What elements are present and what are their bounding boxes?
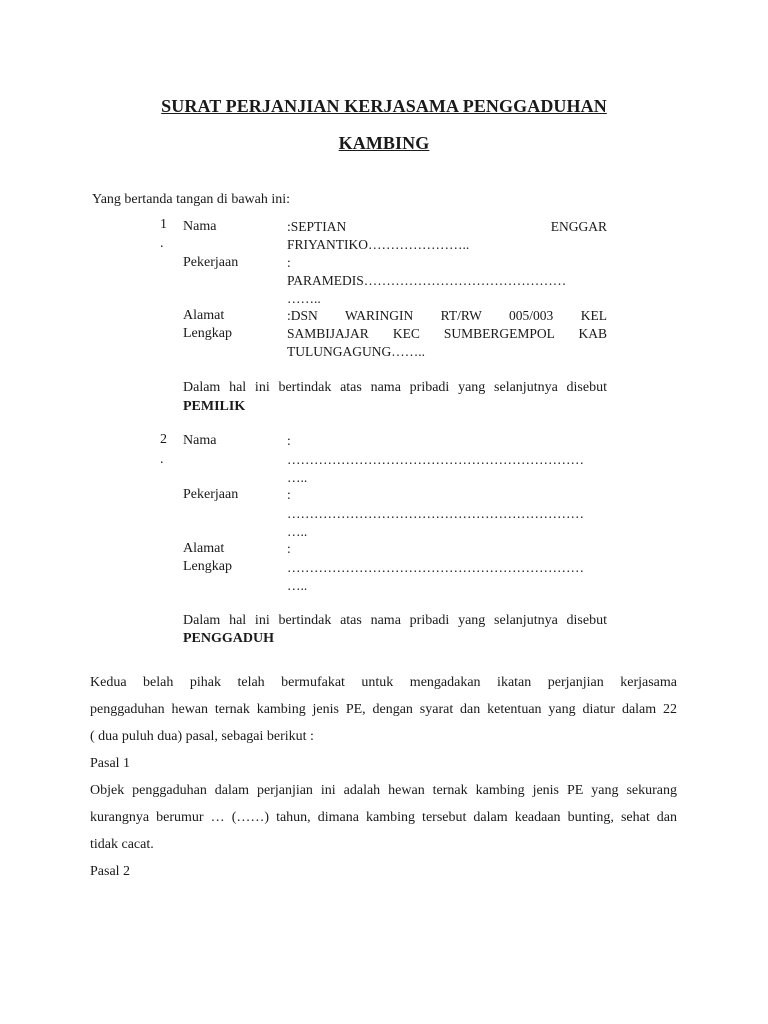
party2-pekerjaan-label: Pekerjaan [183, 487, 239, 502]
agreement-paragraph-line1: Kedua belah pihak telah bermufakat untuk mengadakan ikatan perjanjian kerjasama [90, 675, 677, 690]
party2-nama-dots-line1: ………………………………………………………… [287, 452, 584, 467]
party1-pekerjaan-label: Pekerjaan [183, 255, 239, 270]
party2-statement: Dalam hal ini bertindak atas nama pribadi yang selanjutnya disebut [183, 613, 607, 628]
party1-statement: Dalam hal ini bertindak atas nama pribadi yang selanjutnya disebut [183, 380, 607, 395]
party1-pekerjaan-value-line2: …….. [287, 291, 321, 306]
party2-alamat-dots-line2: ….. [287, 578, 308, 593]
party2-number-dot: . [160, 452, 164, 467]
party1-alamat-value-line2: SAMBIJAJAR KEC SUMBERGEMPOL KAB [287, 326, 607, 341]
agreement-paragraph [90, 669, 677, 885]
party2-alamat-colon: : [287, 541, 291, 556]
party2-number: 2 [160, 432, 167, 447]
party1-number-dot: . [160, 236, 164, 251]
pasal-1-line3: tidak cacat. [90, 837, 154, 852]
party1-nama-value-line1 [287, 218, 607, 236]
pasal-1-heading: Pasal 1 [90, 756, 131, 771]
party2-nama-dots-line2: ….. [287, 470, 308, 485]
party1-pekerjaan-value-line1: PARAMEDIS……………………………………… [287, 273, 567, 288]
party1-role: PEMILIK [183, 399, 246, 414]
party2-pekerjaan-dots-line2: ….. [287, 524, 308, 539]
party1-nama-value-b: ENGGAR [550, 219, 607, 234]
party1-pekerjaan-colon: : [287, 255, 291, 270]
party1-nama-label: Nama [183, 219, 217, 234]
party2-alamat-label-1: Alamat [183, 541, 225, 556]
party1-nama-value-line2: FRIYANTIKO………………….. [287, 237, 470, 252]
party1-alamat-label-1: Alamat [183, 308, 225, 323]
party1-alamat-value-line1: :DSN WARINGIN RT/RW 005/003 KEL [287, 308, 607, 323]
intro-text: Yang bertanda tangan di bawah ini: [92, 192, 291, 207]
party2-nama-label: Nama [183, 433, 217, 448]
party1-alamat-value-line3: TULUNGAGUNG…….. [287, 344, 425, 359]
party2-role: PENGGADUH [183, 631, 274, 646]
document-title-line1: SURAT PERJANJIAN KERJASAMA PENGGADUHAN [161, 96, 607, 116]
pasal-1-line2: kurangnya berumur … (……) tahun, dimana kambing tersebut dalam keadaan bunting, sehat dan [90, 810, 677, 825]
pasal-2-heading: Pasal 2 [90, 864, 131, 879]
party1-alamat-label-2: Lengkap [183, 326, 232, 341]
party1-number: 1 [160, 217, 167, 232]
party2-pekerjaan-dots-line1: ………………………………………………………… [287, 506, 584, 521]
pasal-1-line1: Objek penggaduhan dalam perjanjian ini adalah hewan ternak kambing jenis PE yang sekurang [90, 783, 677, 798]
party2-alamat-label-2: Lengkap [183, 559, 232, 574]
party2-alamat-dots-line1: ………………………………………………………… [287, 560, 584, 575]
party2-nama-colon: : [287, 433, 291, 448]
agreement-paragraph-line3: ( dua puluh dua) pasal, sebagai berikut : [90, 729, 314, 744]
party1-nama-value-a: :SEPTIAN [287, 219, 347, 234]
document-title-line2: KAMBING [338, 133, 430, 153]
party2-pekerjaan-colon: : [287, 487, 291, 502]
agreement-paragraph-line2: penggaduhan hewan ternak kambing jenis PE, dengan syarat dan ketentuan yang diatur dalam 22 [90, 702, 677, 717]
